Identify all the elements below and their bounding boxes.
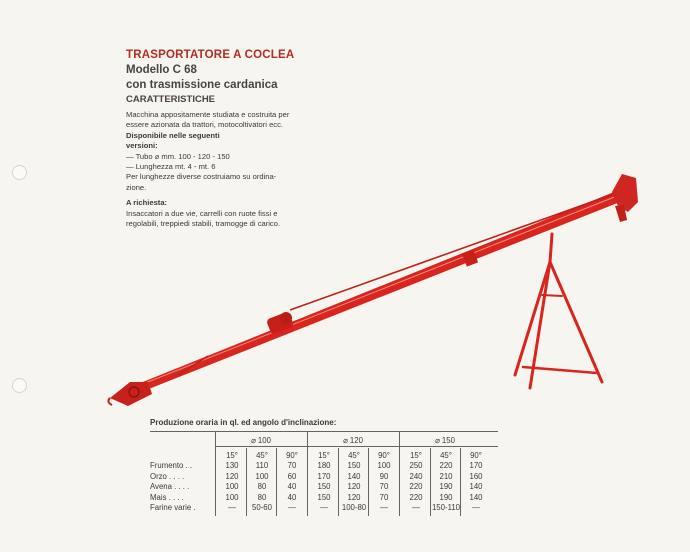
accessories-line-1: Insaccatori a due vie, carrelli con ruote fissi e bbox=[126, 208, 278, 218]
tube-sizes: — Tubo ⌀ mm. 100 - 120 - 150 bbox=[126, 151, 230, 161]
angle-header: 15° bbox=[318, 451, 330, 460]
table-row bbox=[150, 482, 498, 492]
table-cell: 120 bbox=[225, 471, 239, 481]
row-label: Avena . . . . bbox=[150, 482, 190, 491]
table-cell: 220 bbox=[439, 461, 453, 470]
angle-header: 90° bbox=[286, 451, 298, 460]
table-cell: 220 bbox=[409, 492, 423, 502]
table-cell: 120 bbox=[347, 492, 361, 502]
accessories-line-2: regolabili, treppiedi stabili, tramogge di carico. bbox=[126, 219, 281, 229]
intro-line-1: Macchina appositamente studiata e costruita per bbox=[126, 110, 290, 119]
discharge-spout bbox=[612, 174, 638, 222]
production-table-title: Produzione oraria in ql. ed angolo d'inclinazione: bbox=[150, 418, 337, 427]
row-label: Orzo . . . . bbox=[150, 471, 185, 481]
angle-header: 45° bbox=[440, 451, 452, 460]
table-cell: 70 bbox=[379, 482, 389, 491]
table-cell: — bbox=[228, 503, 236, 512]
custom-lengths-line-1: Per lunghezze diverse costruiamo su ordina- bbox=[126, 172, 277, 182]
table-cell: 170 bbox=[317, 471, 331, 481]
table-cell: 180 bbox=[317, 461, 331, 470]
intake-hopper bbox=[108, 382, 152, 406]
table-cell: 190 bbox=[439, 492, 453, 502]
tripod-stand bbox=[515, 234, 602, 388]
row-label: Mais . . . . bbox=[150, 492, 184, 502]
table-row bbox=[150, 503, 498, 513]
table-cell: 80 bbox=[257, 482, 267, 491]
angle-header: 90° bbox=[378, 451, 390, 460]
table-cell: 50-60 bbox=[252, 503, 272, 512]
table-cell: 140 bbox=[469, 482, 483, 491]
table-cell: — bbox=[380, 503, 388, 512]
row-label: Frumento . . bbox=[150, 461, 193, 470]
table-cell: — bbox=[472, 503, 480, 512]
versions-line-2: versioni: bbox=[126, 141, 158, 151]
conveyor-tube bbox=[118, 190, 625, 398]
table-cell: 240 bbox=[409, 471, 423, 481]
versions-line-1: Disponibile nelle seguenti bbox=[126, 130, 220, 140]
table-row bbox=[150, 493, 498, 503]
model-name: Modello C 68 bbox=[126, 64, 197, 76]
intro-line-2: essere azionata da trattori, motocoltivatori ecc. bbox=[126, 120, 284, 130]
row-label: Farine varie . bbox=[150, 503, 196, 512]
angle-header: 15° bbox=[410, 451, 422, 460]
diameter-header: ⌀ 120 bbox=[343, 436, 363, 445]
transmission-type: con trasmissione cardanica bbox=[126, 79, 278, 91]
table-cell: 220 bbox=[409, 482, 423, 491]
screw-conveyor-illustration bbox=[100, 160, 660, 410]
table-cell: 170 bbox=[469, 461, 483, 470]
table-cell: 150 bbox=[317, 492, 331, 502]
table-cell: 210 bbox=[439, 471, 453, 481]
on-request-heading: A richiesta: bbox=[126, 198, 168, 208]
table-cell: — bbox=[320, 503, 328, 512]
table-cell: 150-110 bbox=[431, 503, 461, 512]
binder-hole-top bbox=[12, 165, 27, 180]
table-cell: 70 bbox=[287, 461, 297, 470]
table-cell: 110 bbox=[255, 461, 269, 470]
table-cell: 150 bbox=[347, 461, 361, 470]
characteristics-heading: CARATTERISTICHE bbox=[126, 94, 216, 105]
table-cell: 80 bbox=[257, 492, 267, 502]
table-cell: 140 bbox=[469, 492, 483, 502]
angle-header: 45° bbox=[256, 451, 268, 460]
table-cell: 40 bbox=[287, 492, 297, 502]
product-title: TRASPORTATORE A COCLEA bbox=[126, 49, 295, 61]
binder-hole-bottom bbox=[12, 378, 27, 393]
table-cell: 160 bbox=[469, 471, 483, 481]
table-cell: — bbox=[412, 503, 420, 512]
table-cell: 60 bbox=[287, 471, 297, 481]
angle-header: 90° bbox=[470, 451, 482, 460]
table-cell: 120 bbox=[347, 482, 361, 491]
diameter-header: ⌀ 150 bbox=[435, 436, 455, 445]
table-cell: 100 bbox=[225, 482, 239, 491]
diameter-header: ⌀ 100 bbox=[251, 436, 271, 445]
angle-header: 15° bbox=[226, 451, 238, 460]
lengths: — Lunghezza mt. 4 - mt. 6 bbox=[126, 162, 216, 172]
table-cell: 140 bbox=[347, 471, 361, 481]
table-cell: 90 bbox=[379, 471, 389, 481]
table-cell: 150 bbox=[317, 482, 331, 491]
table-cell: 70 bbox=[379, 492, 389, 502]
table-cell: — bbox=[288, 503, 296, 512]
table-cell: 100-80 bbox=[341, 503, 367, 512]
table-cell: 100 bbox=[225, 492, 239, 502]
table-cell: 190 bbox=[439, 482, 453, 491]
table-cell: 100 bbox=[377, 461, 391, 470]
table-row bbox=[150, 472, 498, 482]
table-row bbox=[150, 461, 498, 471]
table-cell: 40 bbox=[287, 482, 297, 491]
table-cell: 130 bbox=[225, 461, 239, 470]
table-cell: 100 bbox=[255, 471, 269, 481]
angle-header: 45° bbox=[348, 451, 360, 460]
custom-lengths-line-2: zione. bbox=[126, 182, 147, 192]
table-cell: 250 bbox=[409, 461, 423, 470]
